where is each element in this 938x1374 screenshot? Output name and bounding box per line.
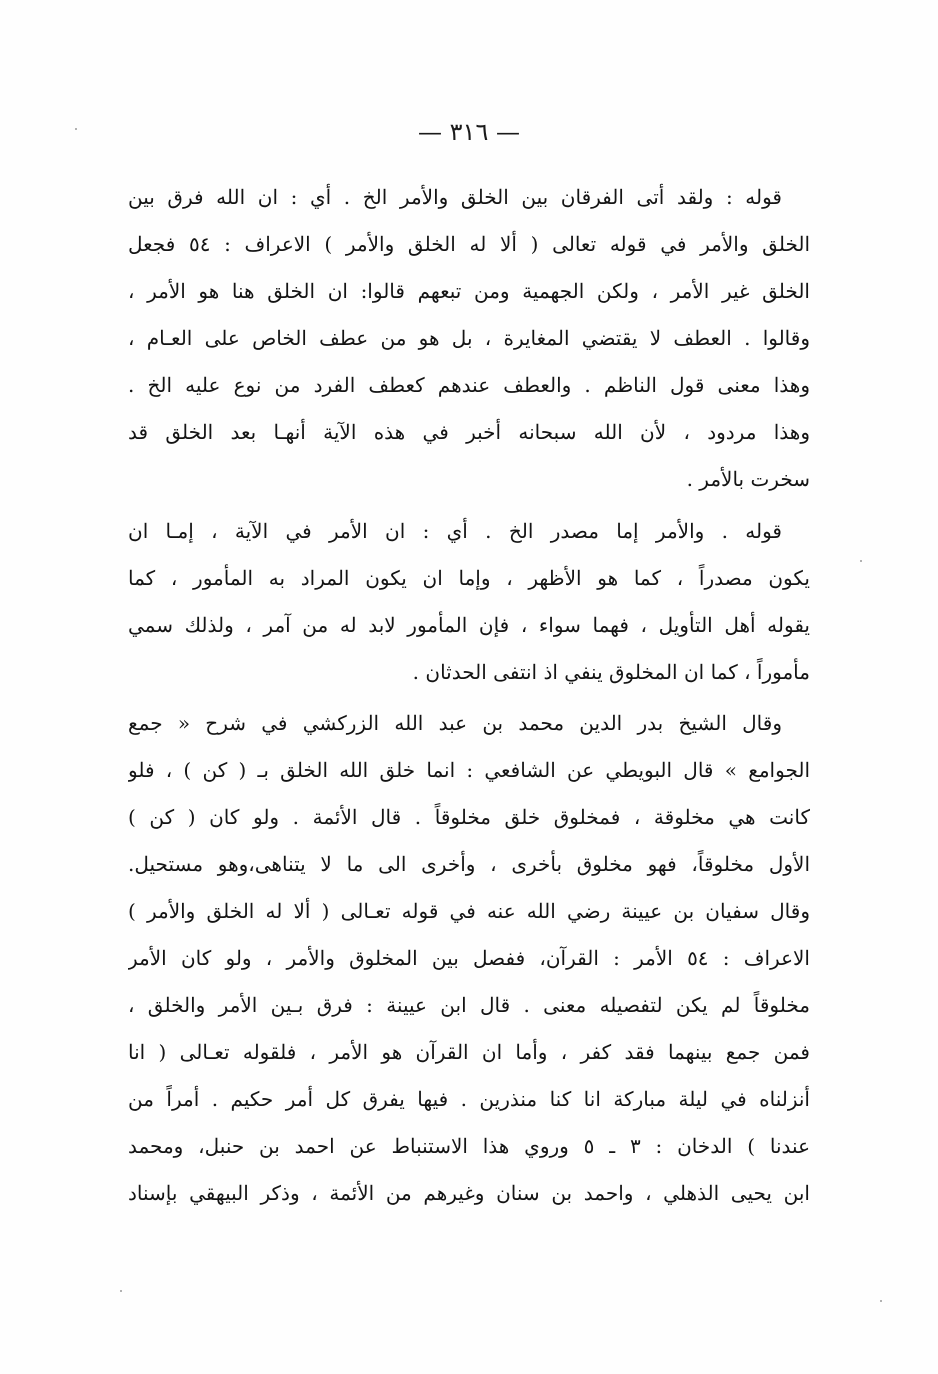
text-line: فمن جمع بينهما فقد كفر ، وأما ان القرآن هو الأمر ، فلقوله تعـالى ( انا bbox=[128, 1040, 810, 1064]
text-line: قوله . والأمر إما مصدر الخ . أي : ان الأمر في الآية ، إمـا ان bbox=[128, 519, 782, 543]
text-line: قوله : ولقد أتى الفرقان بين الخلق والأمر الخ . أي : ان الله فرق بين bbox=[128, 185, 782, 209]
text-line: مأموراً ، كما ان المخلوق ينفي اذ انتفى الحدثان . bbox=[412, 660, 810, 684]
page-number: — ٣١٦ — bbox=[418, 118, 520, 146]
paragraph-2 bbox=[128, 508, 810, 696]
scan-speck bbox=[120, 1290, 122, 1292]
scan-speck bbox=[880, 1300, 882, 1302]
text-line: الخلق والأمر في قوله تعالى ( ألا له الخلق والأمر ) الاعراف : ٥٤ فجعل bbox=[128, 232, 810, 256]
text-line: سخرت بالأمر . bbox=[686, 467, 810, 491]
text-line: وقال الشيخ بدر الدين محمد بن عبد الله الزركشي في شرح « جمع bbox=[128, 711, 782, 735]
paragraph-1 bbox=[128, 174, 810, 503]
text-line: يقوله أهل التأويل ، فهما سواء ، فإن المأمور لابد له من آمر ، ولذلك سمي bbox=[128, 613, 810, 637]
text-line: كانت هي مخلوقة ، فمخلوق خلق مخلوقاً . قال الأئمة . ولو كان ( كن ) bbox=[128, 805, 810, 829]
text-line: وقالوا . العطف لا يقتضي المغايرة ، بل هو من عطف الخاص على العـام ، bbox=[128, 326, 810, 350]
text-line: وهذا مردود ، لأن الله سبحانه أخبر في هذه الآية أنهـا بعد الخلق قد bbox=[128, 420, 810, 444]
text-line: الأول مخلوقاً، فهو مخلوق بأخرى ، وأخرى الى ما لا يتناهى،وهو مستحيل. bbox=[128, 852, 810, 876]
scan-speck bbox=[860, 560, 862, 562]
text-line: مخلوقاً لم يكن لتفصيله معنى . قال ابن عيينة : فرق بـين الأمر والخلق ، bbox=[128, 993, 810, 1017]
paragraph-3 bbox=[128, 700, 810, 1217]
text-line: وقال سفيان بن عيينة رضي الله عنه في قوله تعـالى ( ألا له الخلق والأمر ) bbox=[128, 899, 810, 923]
text-line: عندنا ) الدخان : ٣ ـ ٥ وروي هذا الاستنباط عن احمد بن حنبل، ومحمد bbox=[128, 1134, 810, 1158]
text-line: الجوامع » قال البويطي عن الشافعي : انما خلق الله الخلق بـ ( كن ) ، فلو bbox=[128, 758, 810, 782]
text-line: وهذا معنى قول الناظم . والعطف عندهم كعطف الفرد من نوع عليه الخ . bbox=[128, 373, 810, 397]
text-line: ابن يحيى الذهلي ، واحمد بن سنان وغيرهم من الأئمة ، وذكر البيهقي بإسناد bbox=[128, 1181, 810, 1205]
text-line: الاعراف : ٥٤ الأمر : القرآن، ففصل بين المخلوق والأمر ، ولو كان الأمر bbox=[128, 946, 810, 970]
text-line: يكون مصدراً ، كما هو الأظهر ، وإما ان يكون المراد به المأمور ، كما bbox=[128, 566, 810, 590]
text-line: أنزلناه في ليلة مباركة انا كنا منذرين . فيها يفرق كل أمر حكيم . أمراً من bbox=[128, 1087, 810, 1111]
text-line: الخلق غير الأمر ، ولكن الجهمية ومن تبعهم قالوا: ان الخلق هنا هو الأمر ، bbox=[128, 279, 810, 303]
scan-speck bbox=[75, 128, 77, 130]
